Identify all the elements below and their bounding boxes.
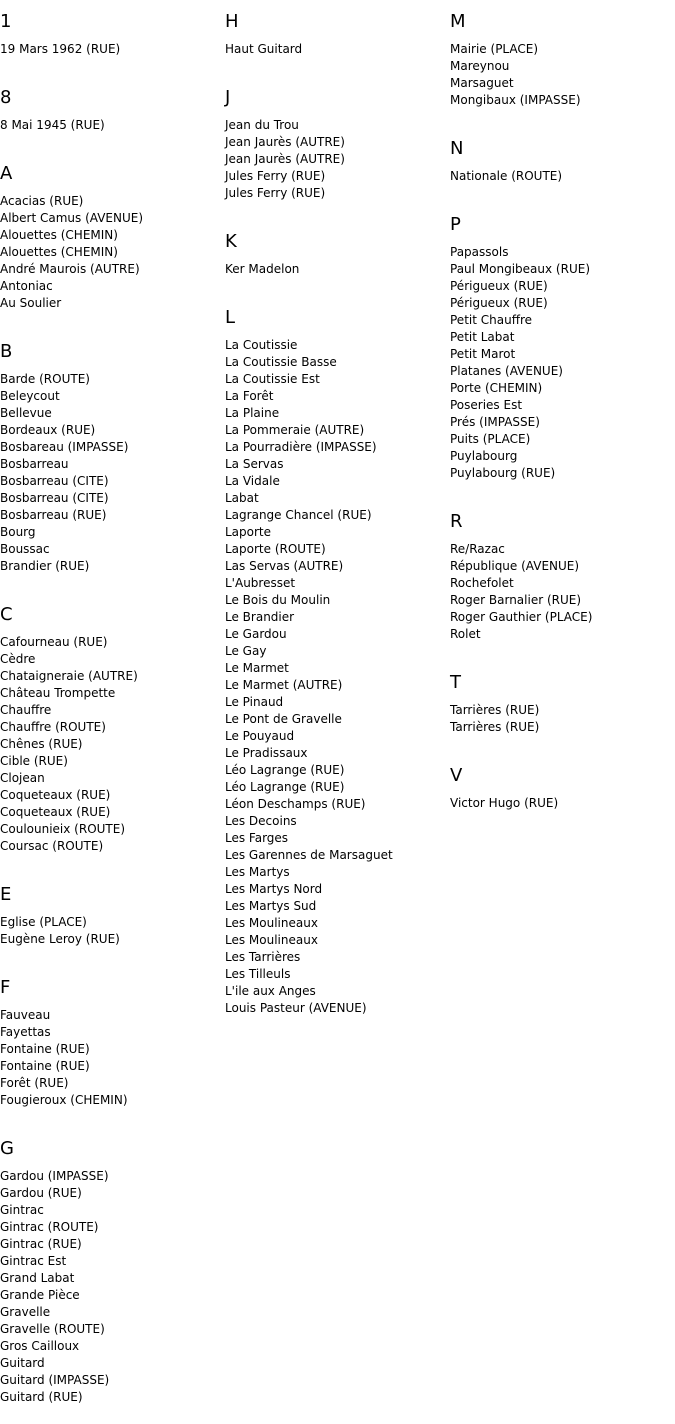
street-link[interactable]: Périgueux (RUE) xyxy=(450,279,548,293)
letter-heading: N xyxy=(450,138,464,159)
street-link[interactable]: Jules Ferry (RUE) xyxy=(225,186,326,200)
street-link[interactable]: Prés (IMPASSE) xyxy=(450,415,540,429)
street-link[interactable]: Le Brandier xyxy=(225,610,295,624)
street-link[interactable]: Forêt (RUE) xyxy=(0,1076,69,1090)
letter-heading: F xyxy=(0,977,11,998)
street-link[interactable]: Petit Labat xyxy=(450,330,515,344)
street-link[interactable]: Las Servas (AUTRE) xyxy=(225,559,344,573)
street-link[interactable]: 8 Mai 1945 (RUE) xyxy=(0,118,105,132)
street-link[interactable]: Périgueux (RUE) xyxy=(450,296,548,310)
street-link[interactable]: Fontaine (RUE) xyxy=(0,1059,90,1073)
street-link[interactable]: Cèdre xyxy=(0,652,36,666)
street-list xyxy=(0,626,225,873)
street-link[interactable]: Acacias (RUE) xyxy=(0,194,84,208)
street-link[interactable]: Roger Barnalier (RUE) xyxy=(450,593,582,607)
street-link[interactable]: Bosbareau (IMPASSE) xyxy=(0,440,129,454)
street-link[interactable]: Les Moulineaux xyxy=(225,933,318,947)
street-link[interactable]: Clojean xyxy=(0,771,45,785)
street-link[interactable]: Brandier (RUE) xyxy=(0,559,90,573)
street-link[interactable]: Laporte (ROUTE) xyxy=(225,542,326,556)
street-link[interactable]: Fontaine (RUE) xyxy=(0,1042,90,1056)
street-link[interactable]: Platanes (AVENUE) xyxy=(450,364,563,378)
street-link[interactable]: Rochefolet xyxy=(450,576,514,590)
street-link[interactable]: Albert Camus (AVENUE) xyxy=(0,211,144,225)
street-link[interactable]: La Plaine xyxy=(225,406,280,420)
letter-heading: L xyxy=(225,307,236,328)
street-link[interactable]: Gardou (RUE) xyxy=(0,1186,82,1200)
street-link[interactable]: Jean Jaurès (AUTRE) xyxy=(225,152,345,166)
street-link[interactable]: Gravelle (ROUTE) xyxy=(0,1322,105,1336)
street-link[interactable]: Les Tilleuls xyxy=(225,967,291,981)
letter-group xyxy=(450,754,675,830)
street-index-column-1 xyxy=(0,0,225,1424)
street-list xyxy=(0,906,225,966)
street-list xyxy=(450,533,675,661)
street-list xyxy=(0,109,225,152)
letter-group xyxy=(0,593,225,873)
letter-heading: G xyxy=(0,1138,14,1159)
letter-group xyxy=(450,0,675,127)
street-link[interactable]: Bellevue xyxy=(0,406,52,420)
letter-heading: V xyxy=(450,765,463,786)
letter-group xyxy=(0,966,225,1127)
street-link[interactable]: Coqueteaux (RUE) xyxy=(0,805,111,819)
street-link[interactable]: Le Pont de Gravelle xyxy=(225,712,342,726)
street-link[interactable]: Beleycout xyxy=(0,389,60,403)
street-link[interactable]: La Servas xyxy=(225,457,284,471)
street-link[interactable]: Léo Lagrange (RUE) xyxy=(225,763,345,777)
street-link[interactable]: Bourg xyxy=(0,525,36,539)
street-link[interactable]: Au Soulier xyxy=(0,296,62,310)
street-link[interactable]: Le Marmet xyxy=(225,661,289,675)
street-link[interactable]: Le Pouyaud xyxy=(225,729,295,743)
street-link[interactable]: André Maurois (AUTRE) xyxy=(0,262,140,276)
letter-group xyxy=(225,296,450,1035)
street-list xyxy=(450,33,675,127)
street-index-column-3 xyxy=(450,0,675,830)
street-link[interactable]: Gintrac Est xyxy=(0,1254,67,1268)
street-list xyxy=(450,694,675,754)
street-link[interactable]: Re/Razac xyxy=(450,542,505,556)
street-link[interactable]: Boussac xyxy=(0,542,50,556)
street-link[interactable]: Le Gay xyxy=(225,644,267,658)
street-link[interactable]: Tarrières (RUE) xyxy=(450,703,540,717)
street-link[interactable]: Chênes (RUE) xyxy=(0,737,83,751)
letter-heading: 1 xyxy=(0,11,12,32)
street-list xyxy=(225,329,450,1035)
street-link[interactable]: Petit Chauffre xyxy=(450,313,533,327)
street-link[interactable]: Roger Gauthier (PLACE) xyxy=(450,610,593,624)
street-link[interactable]: Léon Deschamps (RUE) xyxy=(225,797,366,811)
street-link[interactable]: Le Marmet (AUTRE) xyxy=(225,678,343,692)
street-link[interactable]: Labat xyxy=(225,491,259,505)
street-link[interactable]: Coursac (ROUTE) xyxy=(0,839,104,853)
street-link[interactable]: Fayettas xyxy=(0,1025,51,1039)
street-link[interactable]: Chataigneraie (AUTRE) xyxy=(0,669,138,683)
letter-group xyxy=(0,152,225,330)
street-link[interactable]: Le Bois du Moulin xyxy=(225,593,331,607)
street-link[interactable]: Château Trompette xyxy=(0,686,116,700)
street-link[interactable]: La Coutissie xyxy=(225,338,298,352)
street-link[interactable]: Jules Ferry (RUE) xyxy=(225,169,326,183)
street-link[interactable]: Le Gardou xyxy=(225,627,287,641)
street-list xyxy=(450,236,675,500)
street-link[interactable]: Fougieroux (CHEMIN) xyxy=(0,1093,128,1107)
street-link[interactable]: Laporte xyxy=(225,525,272,539)
street-link[interactable]: Les Martys Sud xyxy=(225,899,317,913)
street-link[interactable]: Bosbarreau (RUE) xyxy=(0,508,107,522)
street-link[interactable]: Les Tarrières xyxy=(225,950,301,964)
letter-group xyxy=(450,127,675,203)
letter-group xyxy=(225,76,450,220)
street-link[interactable]: Nationale (ROUTE) xyxy=(450,169,563,183)
street-link[interactable]: Eglise (PLACE) xyxy=(0,915,87,929)
street-link[interactable]: Les Martys Nord xyxy=(225,882,323,896)
street-link[interactable]: Antoniac xyxy=(0,279,53,293)
street-link[interactable]: Barde (ROUTE) xyxy=(0,372,90,386)
street-link[interactable]: Gros Cailloux xyxy=(0,1339,80,1353)
street-list xyxy=(450,787,675,830)
street-link[interactable]: La Forêt xyxy=(225,389,274,403)
letter-heading: C xyxy=(0,604,13,625)
street-list xyxy=(225,109,450,220)
street-list xyxy=(450,160,675,203)
street-link[interactable]: Gintrac xyxy=(0,1203,44,1217)
street-link[interactable]: Puylabourg xyxy=(450,449,518,463)
street-link[interactable]: Petit Marot xyxy=(450,347,516,361)
letter-group xyxy=(0,76,225,152)
street-link[interactable]: Eugène Leroy (RUE) xyxy=(0,932,120,946)
letter-heading: 8 xyxy=(0,87,12,108)
letter-heading: E xyxy=(0,884,12,905)
street-link[interactable]: Mongibaux (IMPASSE) xyxy=(450,93,581,107)
street-link[interactable]: Guitard xyxy=(0,1356,45,1370)
letter-heading: A xyxy=(0,163,13,184)
street-list xyxy=(0,185,225,330)
street-link[interactable]: Louis Pasteur (AVENUE) xyxy=(225,1001,367,1015)
street-link[interactable]: Les Moulineaux xyxy=(225,916,318,930)
street-link[interactable]: Porte (CHEMIN) xyxy=(450,381,543,395)
street-link[interactable]: Les Farges xyxy=(225,831,289,845)
street-list xyxy=(225,253,450,296)
street-link[interactable]: Le Pinaud xyxy=(225,695,284,709)
street-link[interactable]: Gintrac (RUE) xyxy=(0,1237,82,1251)
street-link[interactable]: L'ile aux Anges xyxy=(225,984,316,998)
street-link[interactable]: La Pourradière (IMPASSE) xyxy=(225,440,377,454)
street-link[interactable]: Chauffre xyxy=(0,703,52,717)
street-link[interactable]: Grand Labat xyxy=(0,1271,75,1285)
street-link[interactable]: Mareynou xyxy=(450,59,510,73)
street-link[interactable]: Paul Mongibeaux (RUE) xyxy=(450,262,590,276)
street-link[interactable]: Jean du Trou xyxy=(225,118,299,132)
street-link[interactable]: Gravelle xyxy=(0,1305,51,1319)
letter-heading: T xyxy=(450,672,461,693)
street-list xyxy=(0,33,225,76)
street-link[interactable]: Chauffre (ROUTE) xyxy=(0,720,106,734)
street-list xyxy=(0,363,225,593)
street-link[interactable]: La Pommeraie (AUTRE) xyxy=(225,423,365,437)
street-link[interactable]: Gardou (IMPASSE) xyxy=(0,1169,109,1183)
street-link[interactable]: Marsaguet xyxy=(450,76,514,90)
street-link[interactable]: La Vidale xyxy=(225,474,280,488)
street-link[interactable]: Rolet xyxy=(450,627,481,641)
street-link[interactable]: Mairie (PLACE) xyxy=(450,42,539,56)
street-link[interactable]: Puits (PLACE) xyxy=(450,432,531,446)
letter-heading: K xyxy=(225,231,237,252)
street-link[interactable]: Ker Madelon xyxy=(225,262,300,276)
street-link[interactable]: Bosbarreau (CITE) xyxy=(0,491,109,505)
street-link[interactable]: Guitard (RUE) xyxy=(0,1390,83,1404)
street-link[interactable]: Gintrac (ROUTE) xyxy=(0,1220,99,1234)
letter-group xyxy=(0,873,225,966)
letter-group xyxy=(225,0,450,76)
letter-heading: P xyxy=(450,214,461,235)
street-link[interactable]: Bordeaux (RUE) xyxy=(0,423,96,437)
street-link[interactable]: L'Aubresset xyxy=(225,576,296,590)
street-link[interactable]: Cafourneau (RUE) xyxy=(0,635,108,649)
street-link[interactable]: Victor Hugo (RUE) xyxy=(450,796,559,810)
letter-group xyxy=(0,1127,225,1424)
street-link[interactable]: Fauveau xyxy=(0,1008,51,1022)
street-link[interactable]: 19 Mars 1962 (RUE) xyxy=(0,42,121,56)
letter-group xyxy=(450,203,675,500)
street-link[interactable]: Alouettes (CHEMIN) xyxy=(0,245,118,259)
street-list xyxy=(0,999,225,1127)
street-link[interactable]: Puylabourg (RUE) xyxy=(450,466,556,480)
street-link[interactable]: Le Pradissaux xyxy=(225,746,308,760)
street-link[interactable]: La Coutissie Est xyxy=(225,372,320,386)
street-index-column-2 xyxy=(225,0,450,1035)
letter-group xyxy=(450,500,675,661)
street-link[interactable]: Les Garennes de Marsaguet xyxy=(225,848,393,862)
street-link[interactable]: Coqueteaux (RUE) xyxy=(0,788,111,802)
street-link[interactable]: Poseries Est xyxy=(450,398,523,412)
street-link[interactable]: Coulounieix (ROUTE) xyxy=(0,822,126,836)
letter-group xyxy=(450,661,675,754)
street-link[interactable]: Cible (RUE) xyxy=(0,754,68,768)
street-list xyxy=(0,1160,225,1424)
street-link[interactable]: Léo Lagrange (RUE) xyxy=(225,780,345,794)
street-link[interactable]: Grande Pièce xyxy=(0,1288,80,1302)
street-link[interactable]: Haut Guitard xyxy=(225,42,303,56)
street-link[interactable]: Bosbarreau xyxy=(0,457,69,471)
letter-group xyxy=(225,220,450,296)
letter-heading: J xyxy=(225,87,231,108)
letter-heading: B xyxy=(0,341,13,362)
street-link[interactable]: République (AVENUE) xyxy=(450,559,580,573)
letter-heading: R xyxy=(450,511,463,532)
street-link[interactable]: Guitard (IMPASSE) xyxy=(0,1373,110,1387)
street-link[interactable]: Lagrange Chancel (RUE) xyxy=(225,508,372,522)
letter-group xyxy=(0,0,225,76)
street-link[interactable]: Bosbarreau (CITE) xyxy=(0,474,109,488)
letter-group xyxy=(0,330,225,593)
street-link[interactable]: Jean Jaurès (AUTRE) xyxy=(225,135,345,149)
street-link[interactable]: Les Decoins xyxy=(225,814,297,828)
street-list xyxy=(225,33,450,76)
street-link[interactable]: Les Martys xyxy=(225,865,290,879)
street-link[interactable]: Alouettes (CHEMIN) xyxy=(0,228,118,242)
letter-heading: H xyxy=(225,11,239,32)
street-link[interactable]: La Coutissie Basse xyxy=(225,355,337,369)
street-link[interactable]: Tarrières (RUE) xyxy=(450,720,540,734)
letter-heading: M xyxy=(450,11,466,32)
street-link[interactable]: Papassols xyxy=(450,245,509,259)
